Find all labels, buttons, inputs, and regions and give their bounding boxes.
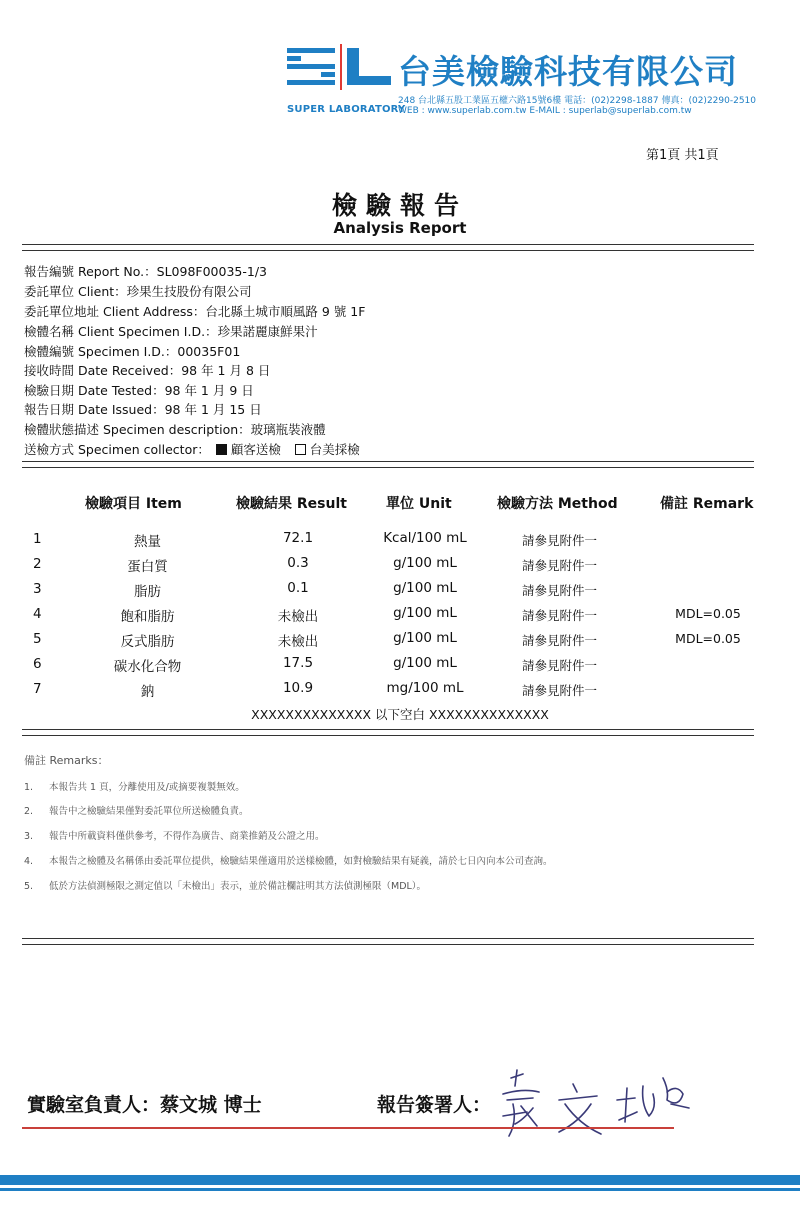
header-unit: 單位 Unit: [386, 496, 452, 512]
checkbox-customer-delivered: [216, 444, 227, 455]
company-address: 248 台北縣五股工業區五權六路15號6樓 電話：(02)2298-1887 傳真：(02)2290-2510: [398, 96, 757, 106]
row-result: 10.9: [282, 680, 314, 696]
row-item: 飽和脂肪: [120, 609, 175, 625]
logo-subtitle: SUPER LABORATORY: [287, 104, 406, 115]
row-method: 請參見附件一: [522, 658, 598, 673]
remark-item: 5. 低於方法偵測極限之測定值以「未檢出」表示，並於備註欄註明其方法偵測極限（MDL）。: [24, 881, 427, 892]
row-result: 未檢出: [277, 609, 319, 625]
info-date-issued: 報告日期 Date Issued：98 年 1 月 15 日: [24, 402, 262, 417]
separator-line: [22, 244, 754, 251]
page-number: 第1頁 共1頁: [646, 148, 719, 163]
row-unit: g/100 mL: [393, 630, 457, 646]
row-method: 請參見附件一: [522, 683, 598, 698]
row-unit: g/100 mL: [393, 555, 457, 571]
row-remark: MDL=0.05: [675, 631, 741, 646]
footer-bar-thin: [0, 1188, 800, 1191]
row-number: 2: [33, 556, 42, 572]
remark-item: 3. 報告中所載資料僅供參考，不得作為廣告、商業推銷及公證之用。: [24, 831, 325, 842]
row-item: 脂肪: [134, 584, 161, 600]
company-name: 台美檢驗科技有限公司: [398, 52, 738, 91]
remark-item: 4. 本報告之檢體及名稱係由委託單位提供，檢驗結果僅適用於送樣檢體，如對檢驗結果有疑義，請於七日內向本公司查詢。: [24, 856, 553, 867]
lab-head-signature: 實驗室負責人：蔡文城 博士: [27, 1094, 262, 1116]
row-result: 未檢出: [277, 634, 319, 650]
handwritten-signature-image: [493, 1064, 703, 1144]
info-client: 委託單位 Client：珍果生技股份有限公司: [24, 284, 252, 299]
info-specimen-id: 檢體編號 Specimen I.D.：00035F01: [24, 344, 241, 359]
row-item: 反式脂肪: [120, 634, 175, 650]
info-specimen-collector: 送檢方式 Specimen collector： 顧客送檢 台美採檢: [24, 442, 360, 457]
report-signer-label: 報告簽署人：: [377, 1094, 492, 1116]
report-title-zh: 檢驗報告: [331, 191, 468, 220]
table-end-line: XXXXXXXXXXXXXX 以下空白 XXXXXXXXXXXXXX: [251, 707, 549, 722]
remarks-title: 備註 Remarks：: [24, 754, 109, 767]
report-title-en: Analysis Report: [333, 219, 467, 237]
info-specimen-name: 檢體名稱 Client Specimen I.D.：珍果諾麗康鮮果汁: [24, 324, 318, 339]
row-result: 17.5: [282, 655, 314, 671]
info-report-no: 報告編號 Report No.：SL098F00035-1/3: [24, 264, 267, 279]
row-number: 1: [33, 531, 42, 547]
row-method: 請參見附件一: [522, 533, 598, 548]
row-number: 6: [33, 656, 42, 672]
row-unit: mg/100 mL: [386, 680, 464, 696]
row-method: 請參見附件一: [522, 583, 598, 598]
info-client-address: 委託單位地址 Client Address：台北縣土城市順風路 9 號 1F: [24, 304, 366, 319]
row-item: 熱量: [134, 534, 161, 550]
row-unit: g/100 mL: [393, 580, 457, 596]
row-number: 3: [33, 581, 42, 597]
signature-underline: [22, 1127, 674, 1129]
row-item: 鈉: [140, 684, 155, 700]
header-item: 檢驗項目 Item: [85, 496, 182, 512]
header-method: 檢驗方法 Method: [497, 496, 618, 512]
row-result: 0.1: [287, 580, 309, 596]
row-unit: g/100 mL: [393, 605, 457, 621]
row-unit: g/100 mL: [393, 655, 457, 671]
info-specimen-description: 檢體狀態描述 Specimen description：玻璃瓶裝液體: [24, 422, 326, 437]
row-item: 碳水化合物: [113, 659, 182, 675]
row-item: 蛋白質: [127, 559, 168, 575]
row-number: 5: [33, 631, 42, 647]
separator-line: [22, 938, 754, 945]
company-logo: [285, 44, 393, 102]
checkbox-lab-sampled: [295, 444, 306, 455]
row-method: 請參見附件一: [522, 558, 598, 573]
remark-item: 1. 本報告共 1 頁，分離使用及/或摘要複製無效。: [24, 782, 245, 793]
row-unit: Kcal/100 mL: [383, 530, 467, 546]
row-remark: MDL=0.05: [675, 606, 741, 621]
header-remark: 備註 Remark: [660, 496, 754, 512]
row-number: 4: [33, 606, 42, 622]
row-method: 請參見附件一: [522, 633, 598, 648]
separator-line: [22, 461, 754, 468]
separator-line: [22, 729, 754, 736]
remark-item: 2. 報告中之檢驗結果僅對委託單位所送檢體負責。: [24, 806, 249, 817]
row-method: 請參見附件一: [522, 608, 598, 623]
row-number: 7: [33, 681, 42, 697]
footer-bar: [0, 1175, 800, 1185]
company-web: WEB : www.superlab.com.tw E-MAIL : superlab@superlab.com.tw: [398, 106, 692, 116]
info-date-tested: 檢驗日期 Date Tested：98 年 1 月 9 日: [24, 383, 254, 398]
row-result: 0.3: [287, 555, 309, 571]
row-result: 72.1: [282, 530, 314, 546]
info-date-received: 接收時間 Date Received：98 年 1 月 8 日: [24, 363, 271, 378]
header-result: 檢驗結果 Result: [236, 496, 347, 512]
